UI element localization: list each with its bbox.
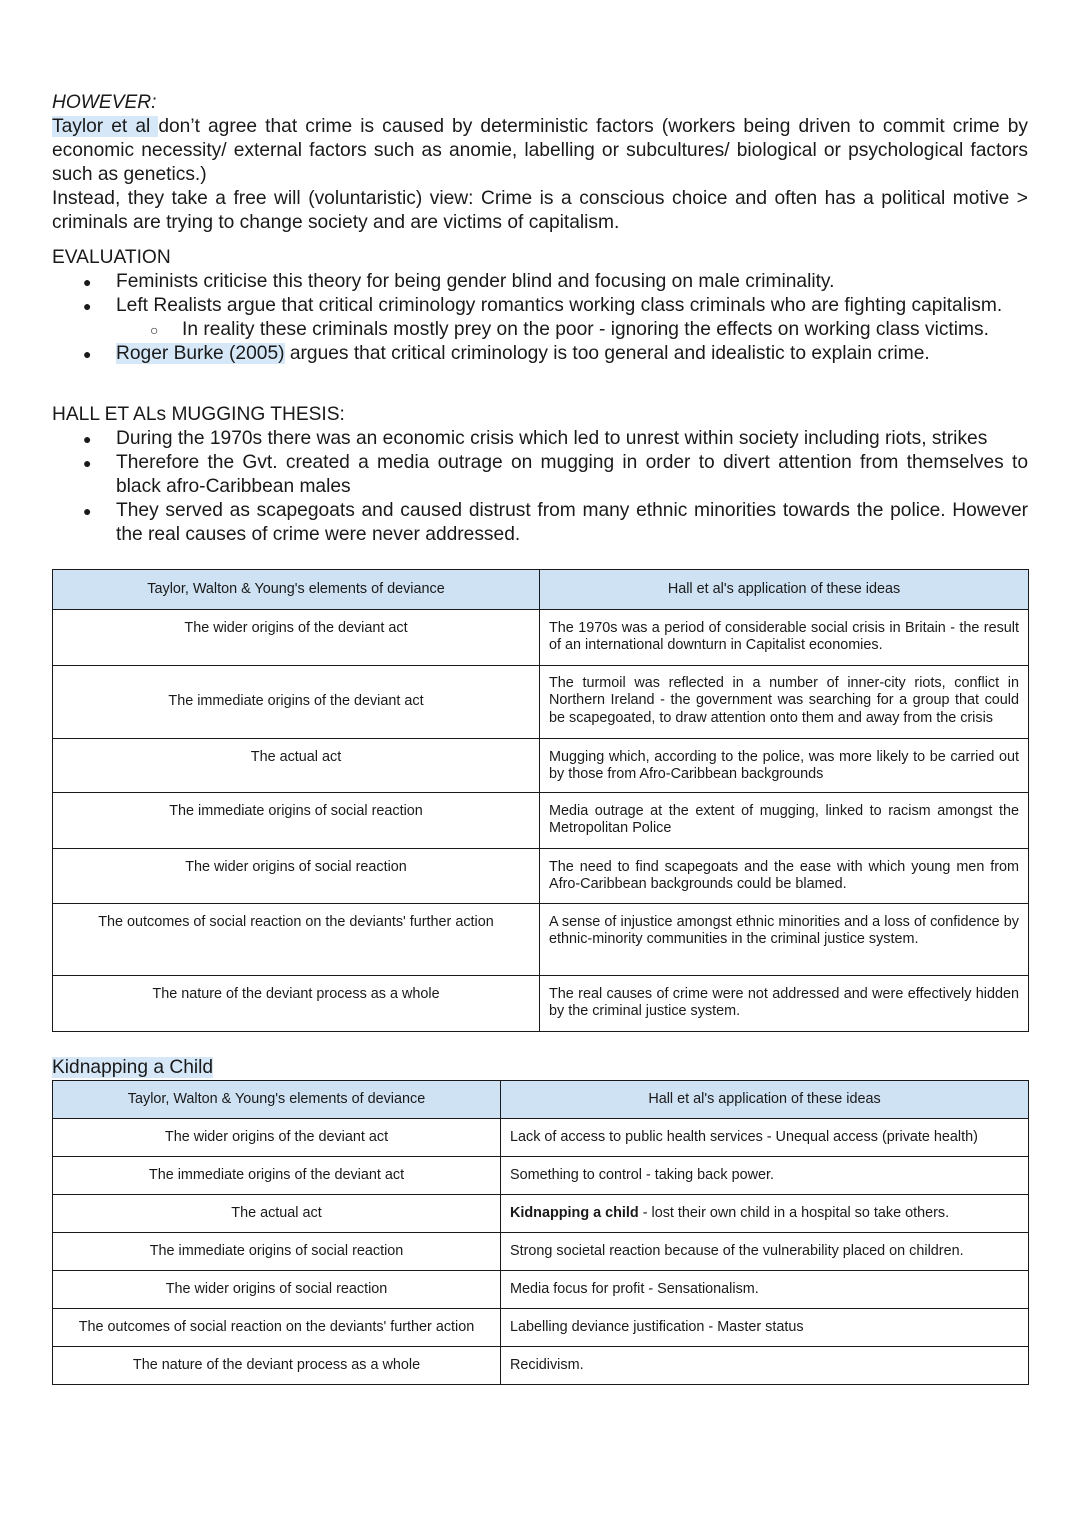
table-row: [53, 1195, 1029, 1233]
however-paragraph-2: Instead, they take a free will (voluntaristic) view: Crime is a conscious choice and often has a political motive > criminals are trying to change society and are victims of capitalism.: [52, 188, 1028, 233]
table-row: [53, 904, 1029, 976]
application-cell: Lack of access to public health services - Unequal access (private health): [501, 1119, 1029, 1157]
evaluation-bullet: ● Roger Burke (2005) argues that critical criminology is too general and idealistic to explain crime.: [52, 342, 1028, 366]
kidnap-elements-table: [52, 1080, 1029, 1385]
application-cell: Labelling deviance justification - Master status: [501, 1309, 1029, 1347]
column-header: Hall et al's application of these ideas: [540, 570, 1029, 610]
mugging-heading: HALL ET ALs MUGGING THESIS:: [52, 404, 345, 425]
column-header: Taylor, Walton & Young's elements of deviance: [53, 1081, 501, 1119]
table-row: [53, 739, 1029, 793]
however-section: [52, 91, 1028, 235]
table-row: [53, 1271, 1029, 1309]
element-cell: The nature of the deviant process as a whole: [53, 976, 540, 1032]
table-row: [53, 610, 1029, 666]
evaluation-sublist: [116, 318, 1028, 342]
table-row: [53, 1233, 1029, 1271]
column-header: Taylor, Walton & Young's elements of deviance: [53, 570, 540, 610]
table-row: [53, 1309, 1029, 1347]
application-cell: A sense of injustice amongst ethnic minorities and a loss of confidence by ethnic-minority communities in the criminal justice system.: [540, 904, 1029, 976]
application-cell: The real causes of crime were not addressed and were effectively hidden by the criminal justice system.: [540, 976, 1029, 1032]
application-cell: The turmoil was reflected in a number of inner-city riots, conflict in Northern Ireland - the government was searching for a group that could be scapegoated, to draw attention onto them and away from the crisis: [540, 666, 1029, 739]
taylor-highlight: Taylor et al: [52, 116, 159, 137]
application-cell: The 1970s was a period of considerable social crisis in Britain - the result of an international downturn in Capitalist economies.: [540, 610, 1029, 666]
table-row: [53, 1157, 1029, 1195]
element-cell: The immediate origins of social reaction: [53, 1233, 501, 1271]
application-cell: Media outrage at the extent of mugging, linked to racism amongst the Metropolitan Police: [540, 793, 1029, 849]
mugging-section: [52, 403, 1028, 547]
table-row: [53, 666, 1029, 739]
application-cell: Recidivism.: [501, 1347, 1029, 1385]
mugging-bullet: ● Therefore the Gvt. created a media outrage on mugging in order to divert attention from themselves to black afro-Caribbean males: [52, 451, 1028, 499]
element-cell: The immediate origins of the deviant act: [53, 666, 540, 739]
kidnap-section: [52, 1056, 1028, 1080]
table-row: [53, 976, 1029, 1032]
kidnap-heading: Kidnapping a Child: [52, 1057, 214, 1078]
element-cell: The outcomes of social reaction on the deviants' further action: [53, 1309, 501, 1347]
evaluation-list: [52, 270, 1028, 366]
element-cell: The outcomes of social reaction on the deviants' further action: [53, 904, 540, 976]
application-cell: Strong societal reaction because of the vulnerability placed on children.: [501, 1233, 1029, 1271]
element-cell: The wider origins of the deviant act: [53, 1119, 501, 1157]
evaluation-section: [52, 246, 1028, 366]
however-heading: HOWEVER:: [52, 92, 157, 113]
element-cell: The nature of the deviant process as a whole: [53, 1347, 501, 1385]
element-cell: The immediate origins of social reaction: [53, 793, 540, 849]
application-cell: The need to find scapegoats and the ease with which young men from Afro-Caribbean backgrounds could be blamed.: [540, 849, 1029, 904]
mugging-elements-table: [52, 569, 1029, 1032]
application-cell: Mugging which, according to the police, was more likely to be carried out by those from Afro-Caribbean backgrounds: [540, 739, 1029, 793]
evaluation-sub-bullet: ○ In reality these criminals mostly prey on the poor - ignoring the effects on working class victims.: [52, 318, 1028, 342]
element-cell: The immediate origins of the deviant act: [53, 1157, 501, 1195]
application-cell: Something to control - taking back power.: [501, 1157, 1029, 1195]
element-cell: The wider origins of social reaction: [53, 1271, 501, 1309]
table-row: [53, 849, 1029, 904]
application-cell: Media focus for profit - Sensationalism.: [501, 1271, 1029, 1309]
mugging-list: [52, 427, 1028, 547]
however-paragraph-1: Taylor et al don’t agree that crime is caused by deterministic factors (workers being driven to commit crime by economic necessity/ external factors such as anomie, labelling or subcultures/ biological or psychological factors such as genetics.): [52, 116, 1028, 185]
table-row: [53, 1119, 1029, 1157]
table-row: [53, 793, 1029, 849]
mugging-bullet: ● They served as scapegoats and caused distrust from many ethnic minorities towards the police. However the real causes of crime were never addressed.: [52, 499, 1028, 547]
element-cell: The actual act: [53, 1195, 501, 1233]
element-cell: The wider origins of the deviant act: [53, 610, 540, 666]
application-cell: Kidnapping a child - lost their own child in a hospital so take others.: [501, 1195, 1029, 1233]
evaluation-bullet: ● Feminists criticise this theory for being gender blind and focusing on male criminality.: [52, 270, 1028, 294]
evaluation-bullet: ● Left Realists argue that critical criminology romantics working class criminals who are fighting capitalism. ○ In reality these criminals mostly prey on the poor - ignoring the effects on working class victims.: [52, 294, 1028, 342]
element-cell: The actual act: [53, 739, 540, 793]
table-header-row: [53, 570, 1029, 610]
evaluation-heading: EVALUATION: [52, 247, 171, 268]
table-header-row: [53, 1081, 1029, 1119]
table-row: [53, 1347, 1029, 1385]
element-cell: The wider origins of social reaction: [53, 849, 540, 904]
mugging-bullet: ● During the 1970s there was an economic crisis which led to unrest within society including riots, strikes: [52, 427, 1028, 451]
column-header: Hall et al's application of these ideas: [501, 1081, 1029, 1119]
roger-burke-highlight: Roger Burke (2005): [116, 343, 285, 364]
